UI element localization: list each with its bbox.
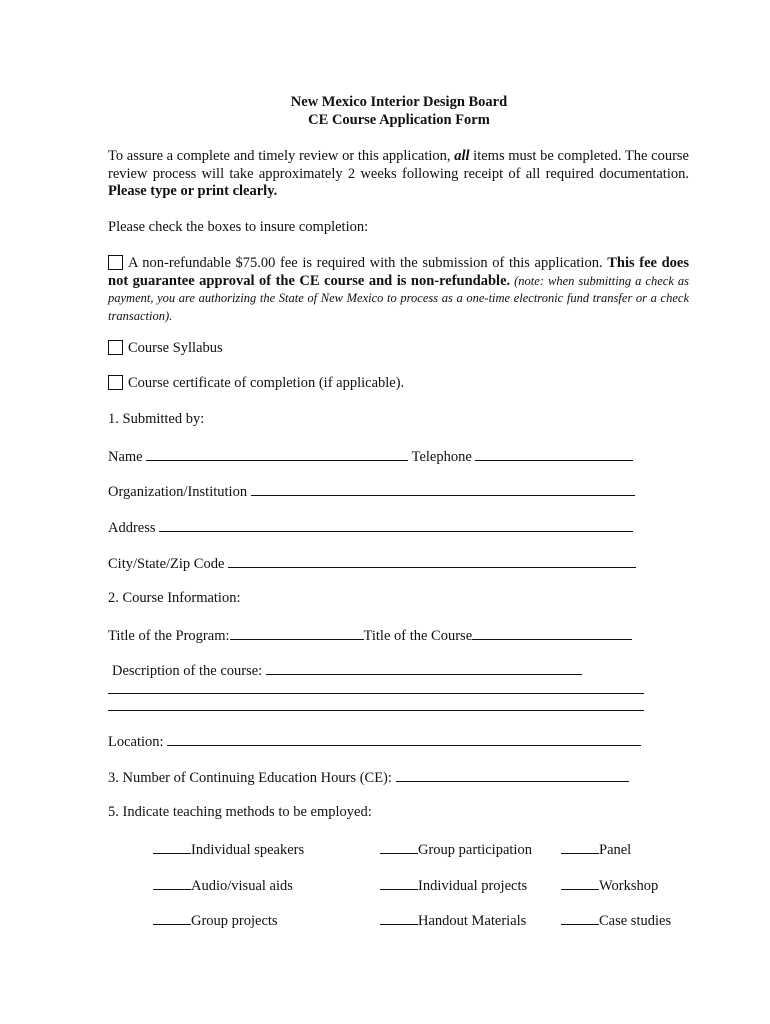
fee-checkbox[interactable] bbox=[108, 255, 123, 270]
city-label: City/State/Zip Code bbox=[108, 556, 225, 572]
certificate-checkbox[interactable] bbox=[108, 375, 123, 390]
address-field[interactable] bbox=[159, 518, 633, 532]
fee-checklist-item bbox=[108, 255, 689, 325]
board-title: New Mexico Interior Design Board bbox=[290, 94, 508, 110]
fee-note: (note: when submitting a check as payment, you are authorizing the State of New Mexico to process as a one-time electronic fund transfer or a check transaction). bbox=[108, 273, 689, 323]
organization-row bbox=[108, 482, 635, 501]
method-panel bbox=[561, 840, 631, 859]
location-row bbox=[108, 732, 641, 751]
name-label: Name bbox=[108, 449, 143, 465]
method-blank[interactable] bbox=[561, 876, 599, 890]
form-title: CE Course Application Form bbox=[308, 112, 490, 128]
method-label: Individual projects bbox=[418, 878, 528, 894]
method-blank[interactable] bbox=[561, 840, 599, 854]
description-label: Description of the course: bbox=[112, 663, 263, 679]
name-field[interactable] bbox=[146, 447, 408, 461]
syllabus-checklist-item bbox=[108, 340, 223, 357]
method-label: Audio/visual aids bbox=[191, 878, 293, 894]
method-blank[interactable] bbox=[561, 911, 599, 925]
method-workshop bbox=[561, 876, 658, 895]
method-individual-projects bbox=[380, 876, 527, 895]
course-title-field[interactable] bbox=[472, 626, 632, 640]
syllabus-checkbox[interactable] bbox=[108, 340, 123, 355]
method-label: Handout Materials bbox=[418, 913, 527, 929]
location-label: Location: bbox=[108, 734, 164, 750]
titles-row bbox=[108, 626, 632, 645]
location-field[interactable] bbox=[167, 732, 641, 746]
description-row bbox=[112, 661, 582, 680]
organization-field[interactable] bbox=[251, 482, 635, 496]
city-state-zip-field[interactable] bbox=[228, 554, 636, 568]
method-group-projects bbox=[153, 911, 278, 930]
method-label: Group projects bbox=[191, 913, 278, 929]
description-line-2[interactable] bbox=[108, 693, 644, 694]
method-blank[interactable] bbox=[153, 876, 191, 890]
method-label: Workshop bbox=[599, 878, 659, 894]
method-group-participation bbox=[380, 840, 532, 859]
section-5-heading: 5. Indicate teaching methods to be employed: bbox=[108, 804, 372, 820]
method-audio-visual-aids bbox=[153, 876, 293, 895]
method-blank[interactable] bbox=[380, 911, 418, 925]
intro-paragraph bbox=[108, 148, 689, 201]
course-title-label: Title of the Course bbox=[363, 628, 473, 644]
ce-hours-field[interactable] bbox=[396, 768, 629, 782]
address-row bbox=[108, 518, 633, 537]
section-1-heading: 1. Submitted by: bbox=[108, 411, 205, 427]
program-title-label: Title of the Program: bbox=[108, 628, 230, 644]
certificate-checklist-item bbox=[108, 375, 404, 392]
method-blank[interactable] bbox=[380, 876, 418, 890]
method-individual-speakers bbox=[153, 840, 304, 859]
method-label: Case studies bbox=[599, 913, 672, 929]
telephone-label: Telephone bbox=[411, 449, 472, 465]
description-line-3[interactable] bbox=[108, 710, 644, 711]
syllabus-label: Course Syllabus bbox=[128, 340, 223, 356]
intro-text-1: To assure a complete and timely review or this application, bbox=[108, 148, 455, 164]
checklist-prompt: Please check the boxes to insure completion: bbox=[108, 219, 369, 235]
fee-text: A non-refundable $75.00 fee is required with the submission of this application. bbox=[128, 255, 608, 271]
address-label: Address bbox=[108, 520, 156, 536]
method-label: Panel bbox=[599, 842, 632, 858]
method-blank[interactable] bbox=[380, 840, 418, 854]
intro-text-2: items must be completed. The course review process will take approximately 2 weeks following receipt of all required documentation. bbox=[108, 148, 689, 182]
method-blank[interactable] bbox=[153, 840, 191, 854]
method-case-studies bbox=[561, 911, 671, 930]
method-label: Individual speakers bbox=[191, 842, 305, 858]
ce-hours-row bbox=[108, 768, 629, 787]
section-3-heading: 3. Number of Continuing Education Hours (CE): bbox=[108, 770, 392, 786]
telephone-field[interactable] bbox=[475, 447, 633, 461]
section-2-heading: 2. Course Information: bbox=[108, 590, 241, 606]
method-label: Group participation bbox=[418, 842, 532, 858]
intro-emphasis: all bbox=[454, 148, 470, 164]
city-row bbox=[108, 554, 636, 573]
fee-bold-text: This fee does not guarantee approval of the CE course and is non-refundable. bbox=[108, 255, 689, 289]
organization-label: Organization/Institution bbox=[108, 484, 248, 500]
program-title-field[interactable] bbox=[230, 626, 364, 640]
method-blank[interactable] bbox=[153, 911, 191, 925]
name-row bbox=[108, 447, 633, 466]
intro-bold-instruction: Please type or print clearly. bbox=[108, 183, 278, 199]
description-field[interactable] bbox=[266, 661, 582, 675]
method-handout-materials bbox=[380, 911, 526, 930]
certificate-label: Course certificate of completion (if applicable). bbox=[128, 375, 405, 391]
